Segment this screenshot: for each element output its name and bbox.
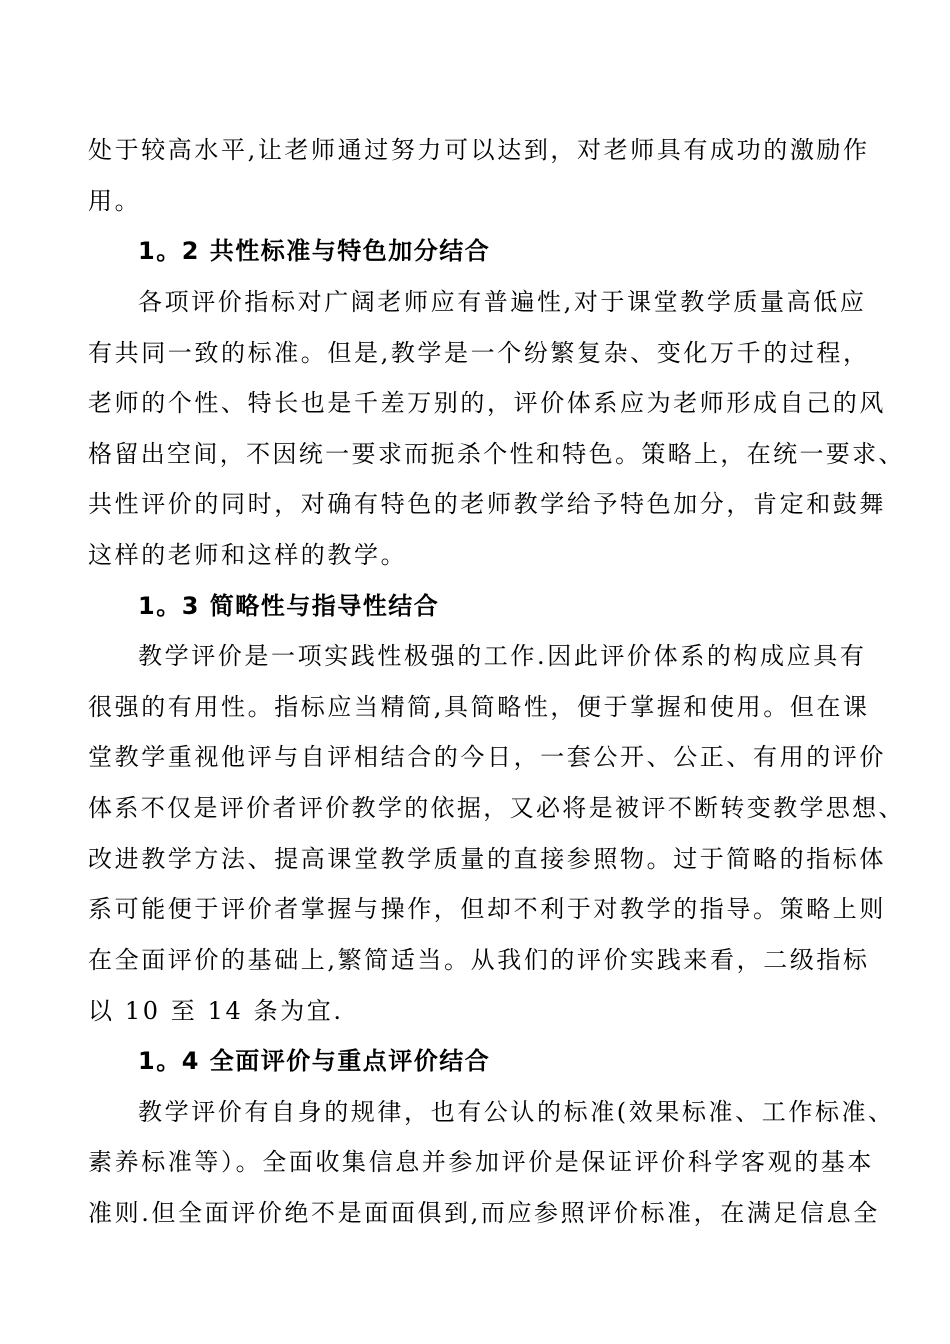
body-text-line: 老师的个性、特长也是千差万别的，评价体系应为老师形成自己的风 xyxy=(88,389,886,417)
body-text-line: 用。 xyxy=(88,187,142,215)
body-text-line: 在全面评价的基础上,繁简适当。从我们的评价实践来看，二级指标 xyxy=(88,946,870,974)
body-text-line: 以 10 至 14 条为宜. xyxy=(88,997,344,1025)
body-text-line: 教学评价有自身的规律，也有公认的标准(效果标准、工作标准、 xyxy=(138,1098,895,1126)
body-text-line: 这样的老师和这样的教学。 xyxy=(88,541,408,569)
body-text-line: 格留出空间，不因统一要求而扼杀个性和特色。策略上，在统一要求、 xyxy=(88,440,905,468)
body-text-line: 教学评价是一项实践性极强的工作.因此评价体系的构成应具有 xyxy=(138,642,867,670)
body-text-line: 改进教学方法、提高课堂教学质量的直接参照物。过于简略的指标体 xyxy=(88,845,886,873)
body-text-line: 体系不仅是评价者评价教学的依据，又必将是被评不断转变教学思想、 xyxy=(88,794,905,822)
body-text-line: 系可能便于评价者掌握与操作，但却不利于对教学的指导。策略上则 xyxy=(88,895,886,923)
body-text-line: 各项评价指标对广阔老师应有普遍性,对于课堂教学质量高低应 xyxy=(138,288,867,316)
body-text-line: 准则.但全面评价绝不是面面俱到,而应参照评价标准，在满足信息全 xyxy=(88,1199,880,1227)
section-heading-1-2: 1。2 共性标准与特色加分结合 xyxy=(138,237,491,265)
section-heading-1-4: 1。4 全面评价与重点评价结合 xyxy=(138,1047,491,1075)
body-text-line: 很强的有用性。指标应当精简,具简略性，便于掌握和使用。但在课 xyxy=(88,693,870,721)
body-text-line: 处于较高水平,让老师通过努力可以达到，对老师具有成功的激励作 xyxy=(88,136,870,164)
body-text-line: 共性评价的同时，对确有特色的老师教学给予特色加分，肯定和鼓舞 xyxy=(88,490,886,518)
body-text-line: 有共同一致的标准。但是,教学是一个纷繁复杂、变化万千的过程， xyxy=(88,339,870,367)
body-text-line: 素养标准等）。全面收集信息并参加评价是保证评价科学客观的基本 xyxy=(88,1148,874,1176)
section-heading-1-3: 1。3 简略性与指导性结合 xyxy=(138,592,440,620)
body-text-line: 堂教学重视他评与自评相结合的今日，一套公开、公正、有用的评价 xyxy=(88,743,886,771)
